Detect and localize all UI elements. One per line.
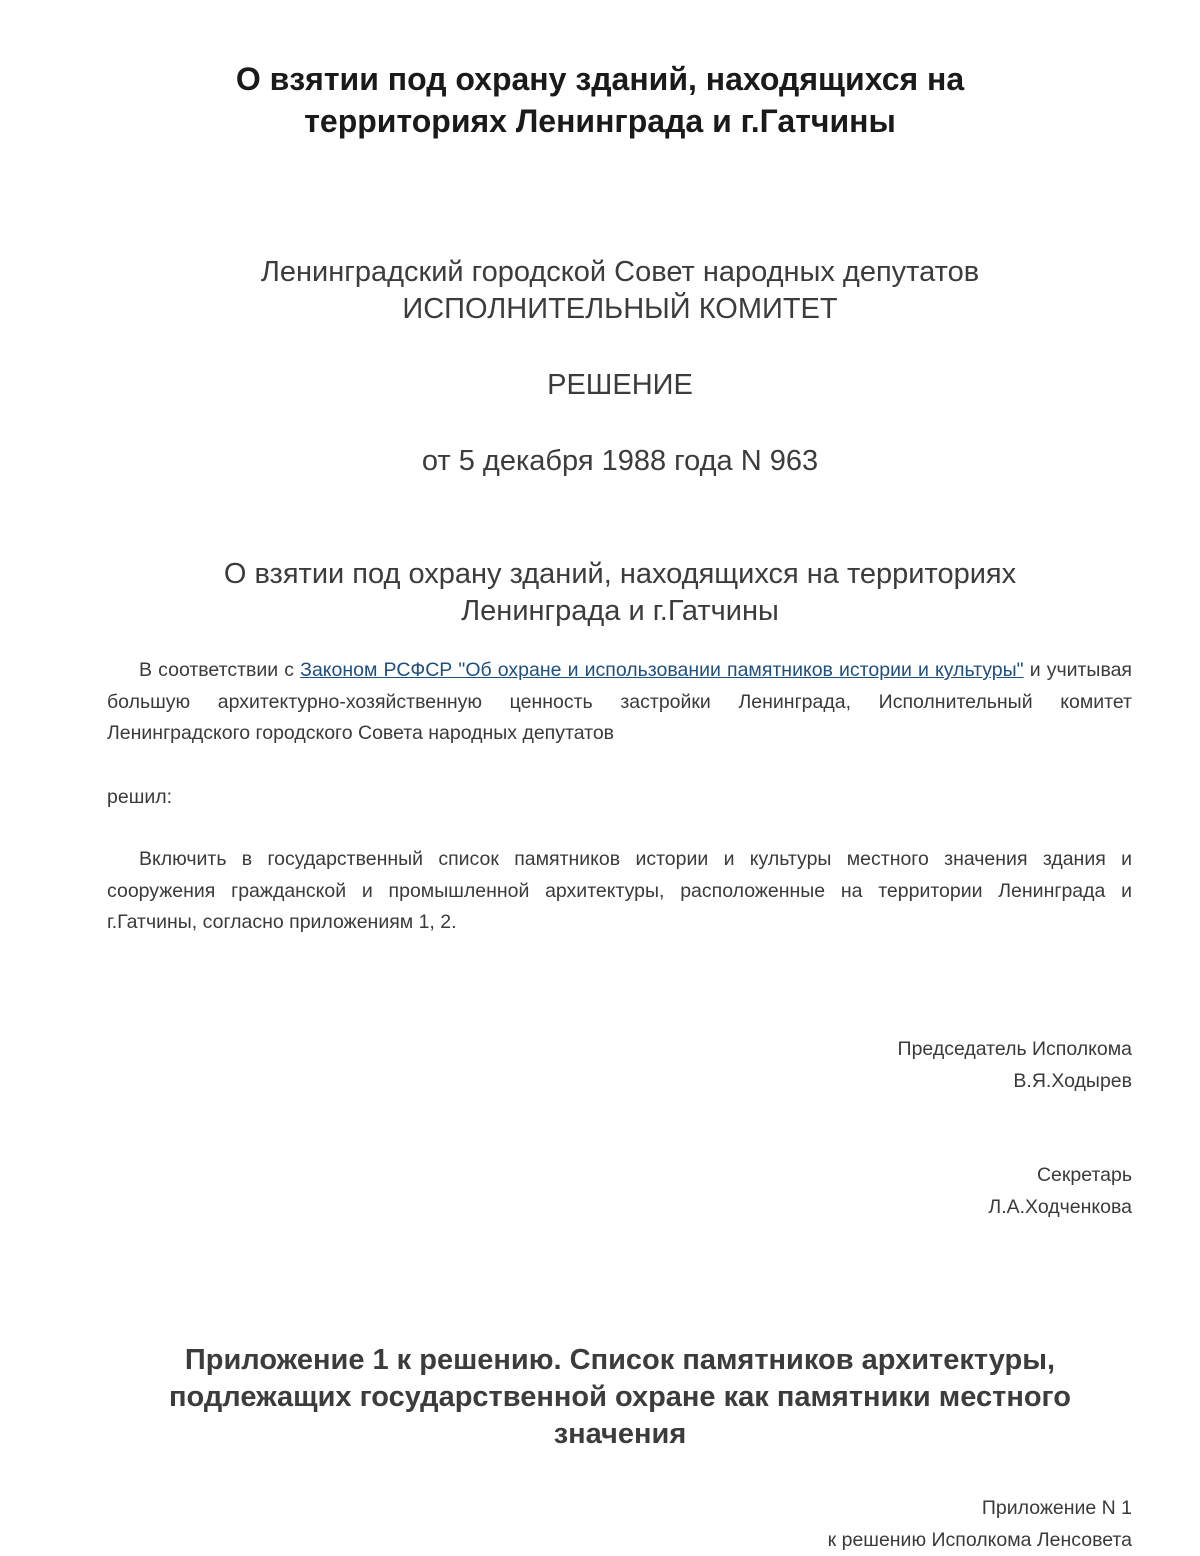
secretary-signature — [532, 1160, 1132, 1223]
chairman-signature — [532, 1034, 1132, 1097]
preamble-text-start: В соответствии с — [139, 659, 294, 681]
decision-label: РЕШЕНИЕ — [100, 367, 1140, 404]
law-link[interactable]: Законом РСФСР "Об охране и использовании памятников истории и культуры" — [300, 659, 1023, 681]
preamble-paragraph — [107, 655, 1132, 750]
issuer-committee: ИСПОЛНИТЕЛЬНЫЙ КОМИТЕТ — [100, 291, 1140, 328]
decision-subject-line-1: О взятии под охрану зданий, находящихся на территориях — [100, 556, 1140, 593]
resolved-label: решил: — [107, 782, 1132, 814]
decision-subject-line-2: Ленинграда и г.Гатчины — [100, 593, 1140, 630]
annex-heading-line-2: подлежащих государственной охране как памятники местного — [130, 1379, 1110, 1416]
annex-heading-line-3: значения — [130, 1416, 1110, 1453]
decision-subject — [100, 556, 1140, 630]
resolution-text: Включить в государственный список памятников истории и культуры местного значения здания и сооружения гражданской и промышленной архитектуры, расположенные на территории Ленинграда и г.Гатчины, согласно приложениям 1, 2. — [107, 848, 1132, 933]
decision-date: от 5 декабря 1988 года N 963 — [100, 443, 1140, 480]
annex-heading — [130, 1342, 1110, 1453]
page-title-line-1: О взятии под охрану зданий, находящихся на — [130, 58, 1070, 100]
chairman-name: В.Я.Ходырев — [532, 1066, 1132, 1098]
issuer-block — [100, 254, 1140, 328]
page-title-line-2: территориях Ленинграда и г.Гатчины — [130, 100, 1070, 142]
annex-reference: к решению Исполкома Ленсовета — [532, 1525, 1132, 1556]
secretary-title: Секретарь — [532, 1160, 1132, 1192]
secretary-name: Л.А.Ходченкова — [532, 1192, 1132, 1224]
chairman-title: Председатель Исполкома — [532, 1034, 1132, 1066]
annex-number: Приложение N 1 — [532, 1493, 1132, 1525]
annex-heading-line-1: Приложение 1 к решению. Список памятников архитектуры, — [130, 1342, 1110, 1379]
issuer-council: Ленинградский городской Совет народных депутатов — [100, 254, 1140, 291]
resolution-paragraph — [107, 844, 1132, 939]
annex-note — [532, 1493, 1132, 1556]
page-title — [130, 58, 1070, 142]
preamble-text-end: и учитывая большую архитектурно-хозяйственную ценность застройки Ленинграда, Исполнительный комитет Ленинградского городского Совета народных депутатов — [107, 659, 1132, 744]
